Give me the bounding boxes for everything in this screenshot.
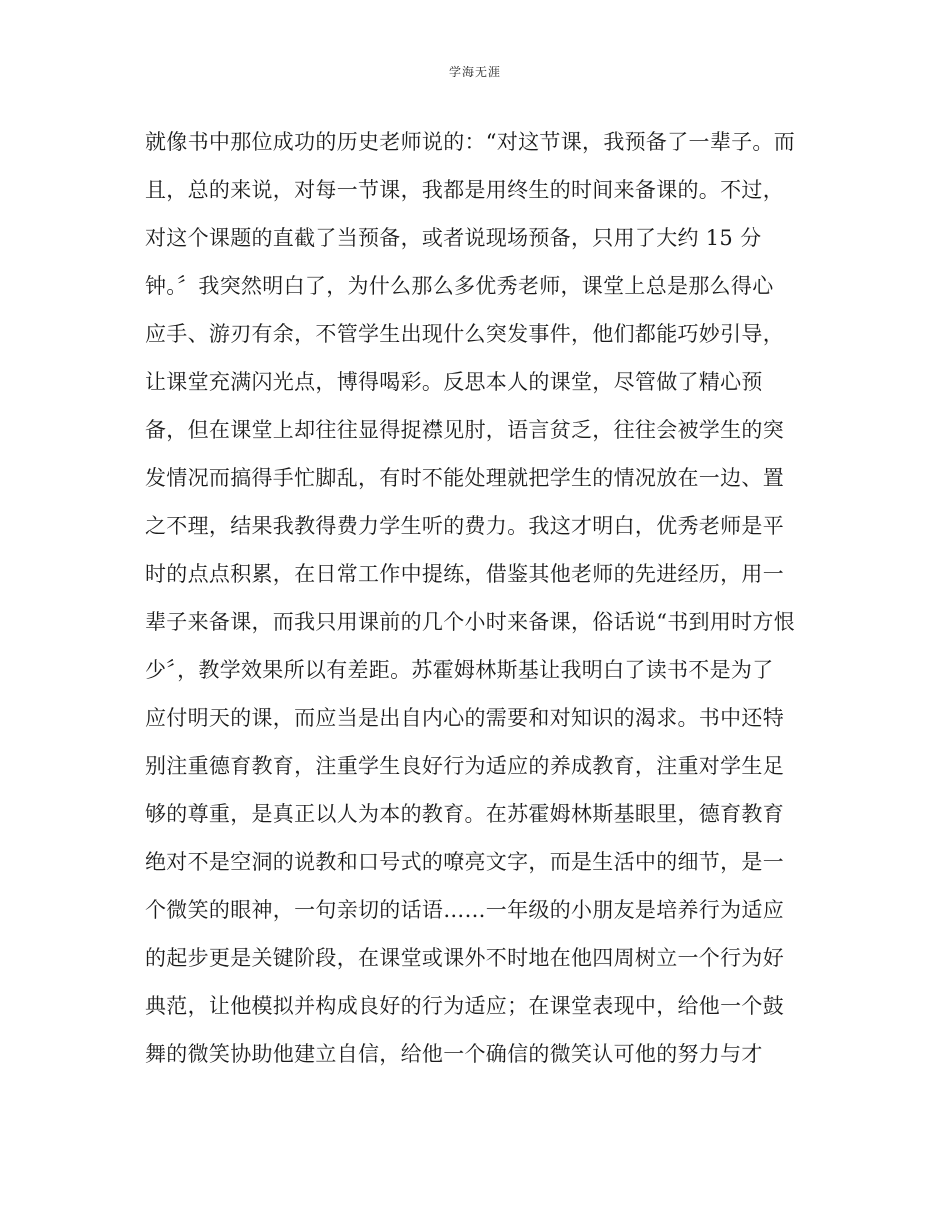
page-header: 学海无涯: [448, 65, 501, 79]
text-line-3: 对这个课题的直截了当预备，或者说现场预备，只用了大约 15 分: [145, 226, 762, 250]
text-line-20: 舞的微笑协助他建立自信，给他一个确信的微笑认可他的努力与才: [145, 1042, 763, 1066]
text-line-17: 个微笑的眼神，一句亲切的话语……一年级的小朋友是培养行为适应: [145, 898, 784, 922]
text-line-5: 应手、游刃有余，不管学生出现什么突发事件，他们都能巧妙引导，: [145, 322, 784, 346]
text-line-10: 时的点点积累，在日常工作中提练，借鉴其他老师的先进经历，用一: [145, 562, 784, 586]
text-line-7: 备，但在课堂上却往往显得捉襟见肘，语言贫乏，往往会被学生的突: [145, 418, 784, 442]
text-line-13: 应付明天的课，而应当是出自内心的需要和对知识的渴求。书中还特: [145, 706, 784, 730]
text-line-14: 别注重德育教育，注重学生良好行为适应的养成教育，注重对学生足: [145, 754, 784, 778]
text-line-15: 够的尊重，是真正以人为本的教育。在苏霍姆林斯基眼里，德育教育: [145, 802, 784, 826]
text-line-16: 绝对不是空洞的说教和口号式的嘹亮文字，而是生活中的细节，是一: [145, 850, 784, 874]
text-line-12: 少〞，教学效果所以有差距。苏霍姆林斯基让我明白了读书不是为了: [145, 658, 774, 682]
text-line-9: 之不理，结果我教得费力学生听的费力。我这才明白，优秀老师是平: [145, 514, 784, 538]
body-text: [145, 118, 815, 1078]
text-line-19: 典范，让他模拟并构成良好的行为适应；在课堂表现中，给他一个鼓: [145, 994, 784, 1018]
text-line-8: 发情况而搞得手忙脚乱，有时不能处理就把学生的情况放在一边、置: [145, 466, 784, 490]
text-line-6: 让课堂充满闪光点，博得喝彩。反思本人的课堂，尽管做了精心预: [145, 370, 763, 394]
text-line-4: 钟。〞我突然明白了，为什么那么多优秀老师，课堂上总是那么得心: [145, 274, 774, 298]
text-line-2: 且，总的来说，对每一节课，我都是用终生的时间来备课的。不过，: [145, 178, 784, 202]
text-line-11: 辈子来备课，而我只用课前的几个小时来备课，俗话说“书到用时方恨: [145, 610, 796, 634]
text-line-1: 就像书中那位成功的历史老师说的：“对这节课，我预备了一辈子。而: [145, 130, 796, 154]
text-line-18: 的起步更是关键阶段，在课堂或课外不时地在他四周树立一个行为好: [145, 946, 784, 970]
